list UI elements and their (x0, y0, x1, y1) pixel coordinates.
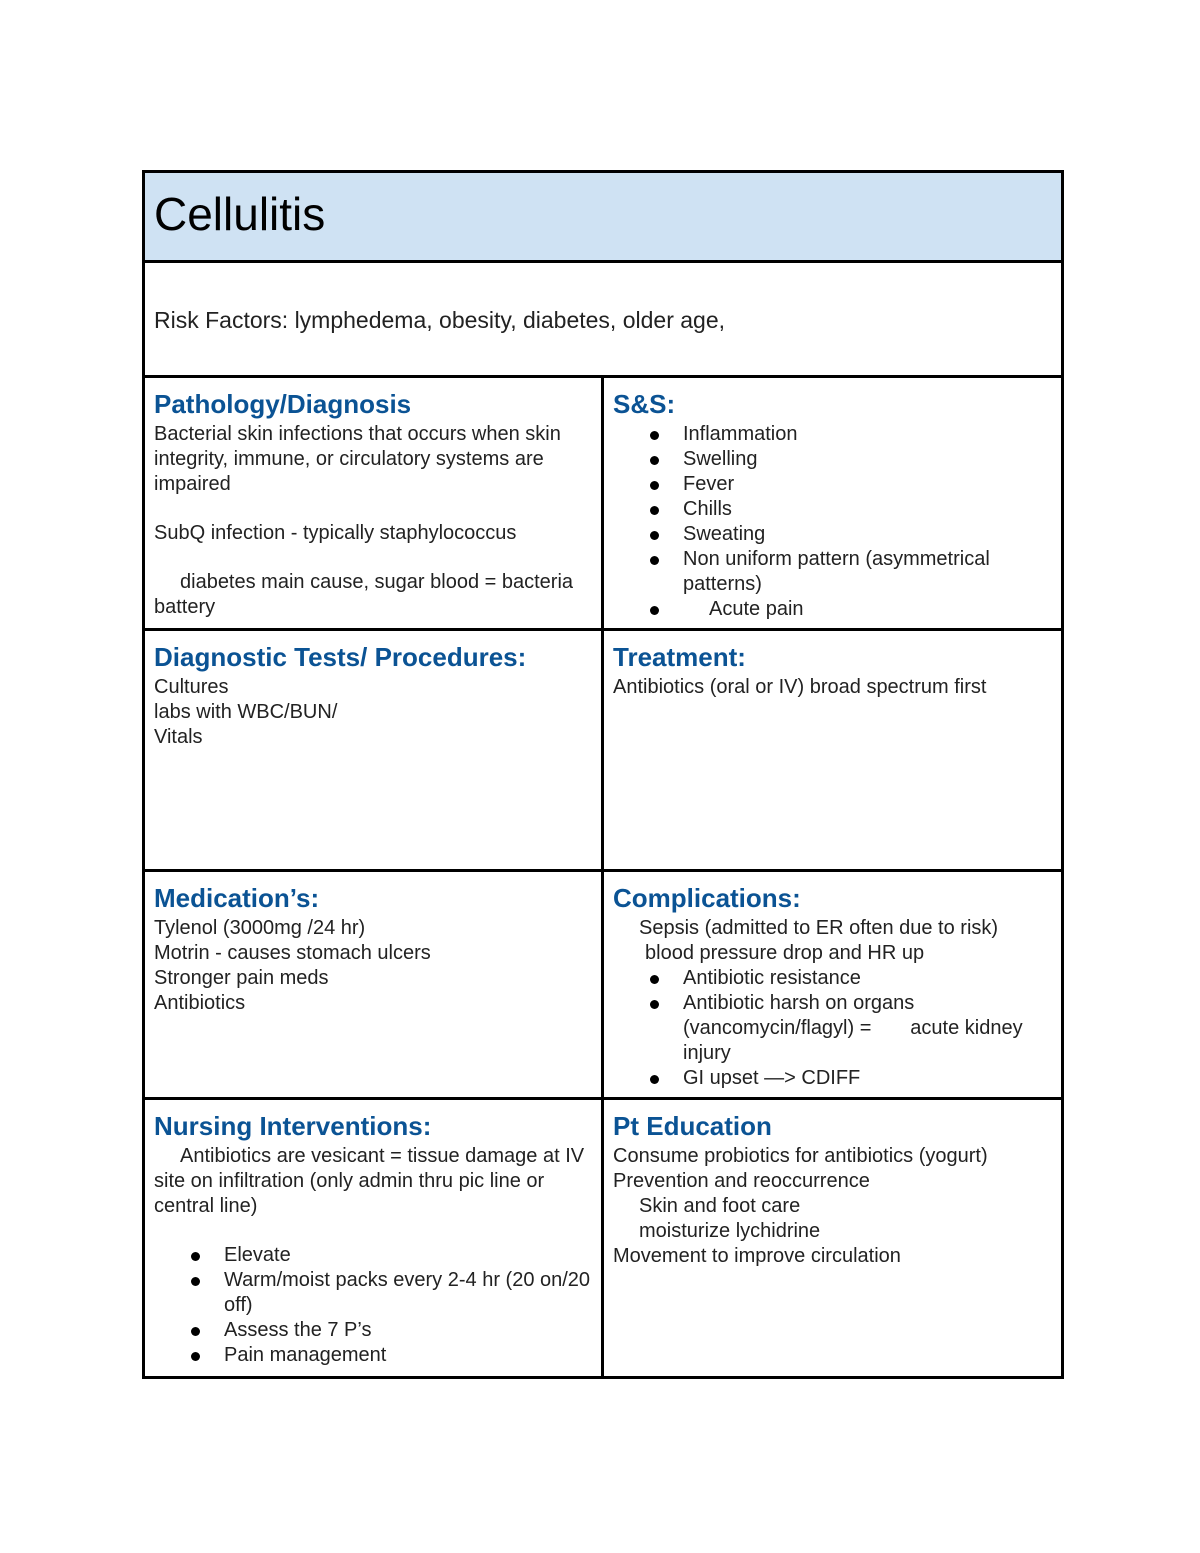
risk-factors-text: Risk Factors: lymphedema, obesity, diabetes, older age, (154, 307, 726, 333)
bullet-icon (650, 506, 659, 515)
medications-heading: Medication’s: (154, 883, 320, 913)
cellulitis-care-table (142, 170, 1064, 1379)
bullet-icon (191, 1252, 200, 1261)
pt-education-cell (603, 1099, 1063, 1378)
medications-cell (144, 871, 603, 1099)
education-indented-line: moisturize lychidrine (639, 1220, 821, 1242)
education-line: Prevention and reoccurrence (613, 1170, 870, 1192)
nursing-list (154, 1243, 593, 1368)
pathology-cell (144, 377, 603, 630)
treatment-cell (603, 630, 1063, 871)
diagnostic-line: labs with WBC/BUN/ (154, 701, 338, 723)
list-item: Elevate (154, 1243, 593, 1268)
bullet-icon (650, 531, 659, 540)
complications-sepsis-text: Sepsis (admitted to ER often due to risk) (639, 917, 999, 939)
list-item: Inflammation (613, 422, 1053, 447)
pathology-heading: Pathology/Diagnosis (154, 389, 412, 419)
list-item: Assess the 7 P’s (154, 1318, 593, 1343)
risk-factors-cell (144, 262, 1063, 377)
bullet-icon (650, 1075, 659, 1084)
nursing-interventions-heading: Nursing Interventions: (154, 1111, 432, 1141)
diagnostic-line: Vitals (154, 726, 203, 748)
page-title: Cellulitis (154, 188, 326, 240)
list-item: Pain management (154, 1343, 593, 1368)
signs-symptoms-list (613, 422, 1053, 622)
signs-symptoms-cell (603, 377, 1063, 630)
medication-line: Tylenol (3000mg /24 hr) (154, 917, 366, 939)
bullet-icon (650, 481, 659, 490)
list-item: Acute pain (613, 597, 1053, 622)
bullet-icon (650, 456, 659, 465)
list-item: Swelling (613, 447, 1053, 472)
complications-heading: Complications: (613, 883, 801, 913)
diagnostic-line: Cultures (154, 676, 229, 698)
complications-bp-text: blood pressure drop and HR up (645, 942, 925, 964)
list-item: Fever (613, 472, 1053, 497)
title-cell (144, 172, 1063, 262)
education-line: Movement to improve circulation (613, 1245, 901, 1267)
bullet-icon (191, 1277, 200, 1286)
complications-cell (603, 871, 1063, 1099)
list-item: Sweating (613, 522, 1053, 547)
list-item: Warm/moist packs every 2-4 hr (20 on/20 off) (154, 1268, 593, 1318)
bullet-icon (650, 606, 659, 615)
signs-symptoms-heading: S&S: (613, 389, 676, 419)
medication-line: Motrin - causes stomach ulcers (154, 942, 431, 964)
medication-line: Stronger pain meds (154, 967, 329, 989)
pathology-text: Bacterial skin infections that occurs when skin integrity, immune, or circulatory systems are impaired (154, 423, 561, 495)
pt-education-heading: Pt Education (613, 1111, 772, 1141)
bullet-icon (650, 975, 659, 984)
medication-line: Antibiotics (154, 992, 246, 1014)
education-line: Consume probiotics for antibiotics (yogurt) (613, 1145, 988, 1167)
nursing-interventions-cell (144, 1099, 603, 1378)
list-item: GI upset —> CDIFF (613, 1066, 1053, 1091)
bullet-icon (650, 556, 659, 565)
diagnostic-tests-cell (144, 630, 603, 871)
list-item: Antibiotic harsh on organs (vancomycin/flagyl) = acute kidney injury (613, 991, 1053, 1066)
treatment-heading: Treatment: (613, 642, 746, 672)
diagnostic-tests-heading: Diagnostic Tests/ Procedures: (154, 642, 527, 672)
pathology-subq-text: SubQ infection - typically staphylococcus (154, 522, 517, 544)
list-item: Chills (613, 497, 1053, 522)
treatment-text: Antibiotics (oral or IV) broad spectrum first (613, 676, 987, 698)
bullet-icon (650, 1000, 659, 1009)
bullet-icon (191, 1327, 200, 1336)
list-item: Antibiotic resistance (613, 966, 1053, 991)
nursing-intro-text: Antibiotics are vesicant = tissue damage at IV site on infiltration (only admin thru pic line or central line) (154, 1145, 585, 1217)
pathology-diabetes-text: diabetes main cause, sugar blood = bacteria battery (154, 571, 574, 618)
bullet-icon (650, 431, 659, 440)
bullet-icon (191, 1352, 200, 1361)
list-item: Non uniform pattern (asymmetrical patterns) (613, 547, 1053, 597)
education-indented-line: Skin and foot care (639, 1195, 801, 1217)
complications-list (613, 966, 1053, 1091)
